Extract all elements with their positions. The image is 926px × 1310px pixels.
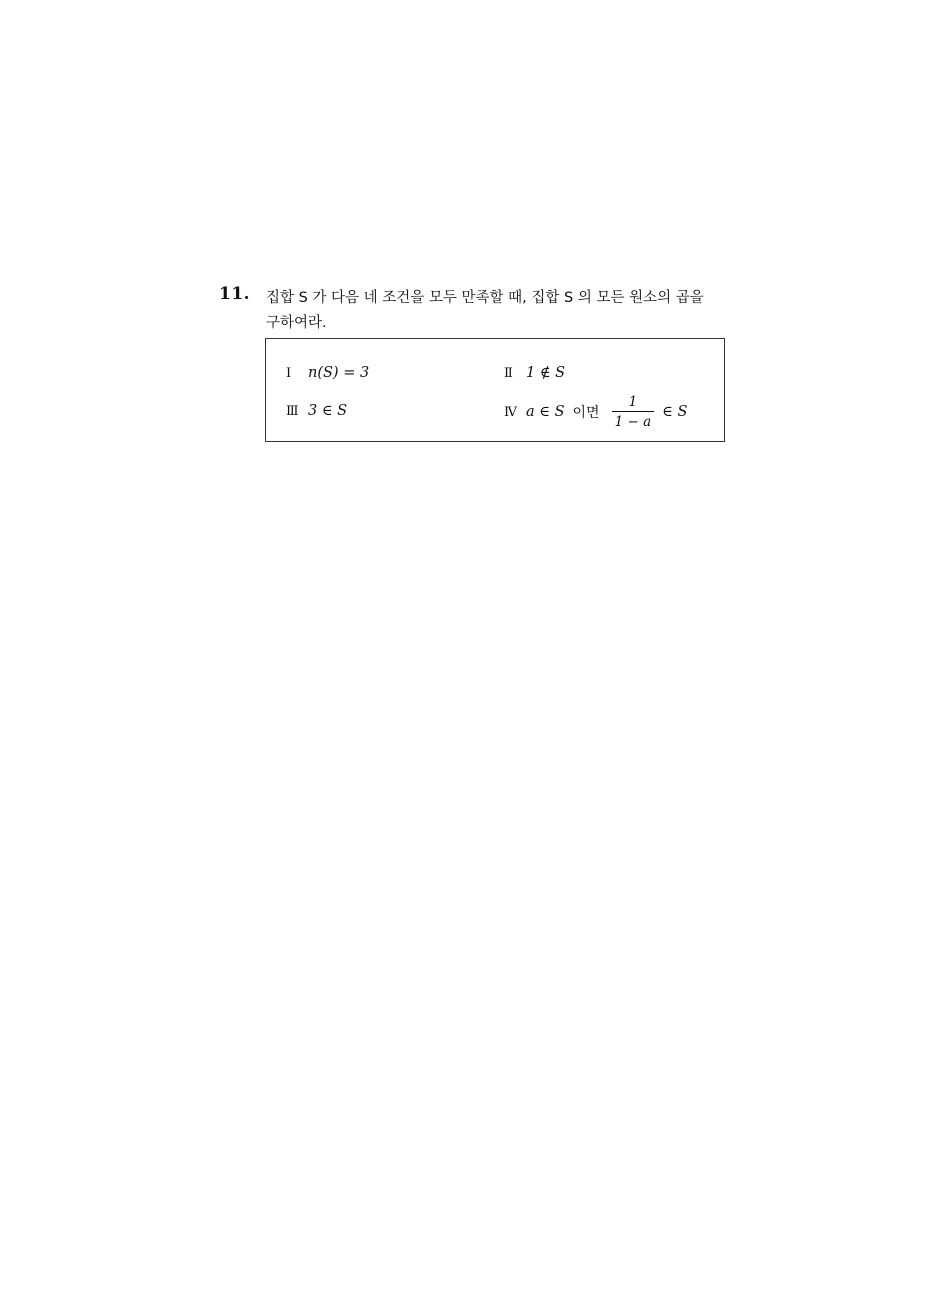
condition-2-expression: 1 ∉ S <box>526 365 566 381</box>
problem-statement <box>266 286 736 336</box>
condition-4-connector: 이면 <box>572 405 600 421</box>
condition-3-expression: 3 ∈ S <box>308 403 348 419</box>
condition-4 <box>504 394 687 430</box>
problem-text-line-1: 집합 S 가 다음 네 조건을 모두 만족할 때, 집합 S 의 모든 원소의 곱을 <box>266 290 704 306</box>
condition-3 <box>286 403 347 419</box>
condition-4-numeral: Ⅳ <box>504 404 517 420</box>
condition-4-premise: a ∈ S <box>526 404 565 420</box>
condition-4-conclusion: ∈ S <box>662 404 688 420</box>
fraction-denominator: 1 − a <box>612 411 655 430</box>
problem-number: 11. <box>219 284 251 304</box>
condition-3-numeral: Ⅲ <box>286 403 299 419</box>
condition-4-expression <box>526 394 687 430</box>
condition-2 <box>504 365 565 381</box>
fraction-numerator: 1 <box>628 394 638 410</box>
condition-1 <box>286 365 369 381</box>
condition-2-numeral: Ⅱ <box>504 365 513 381</box>
condition-4-fraction <box>612 394 655 430</box>
condition-1-expression: n(S) = 3 <box>308 365 370 381</box>
problem-text-line-2: 구하여라. <box>266 315 327 331</box>
conditions-box <box>265 338 725 442</box>
condition-1-numeral: Ⅰ <box>286 365 292 381</box>
